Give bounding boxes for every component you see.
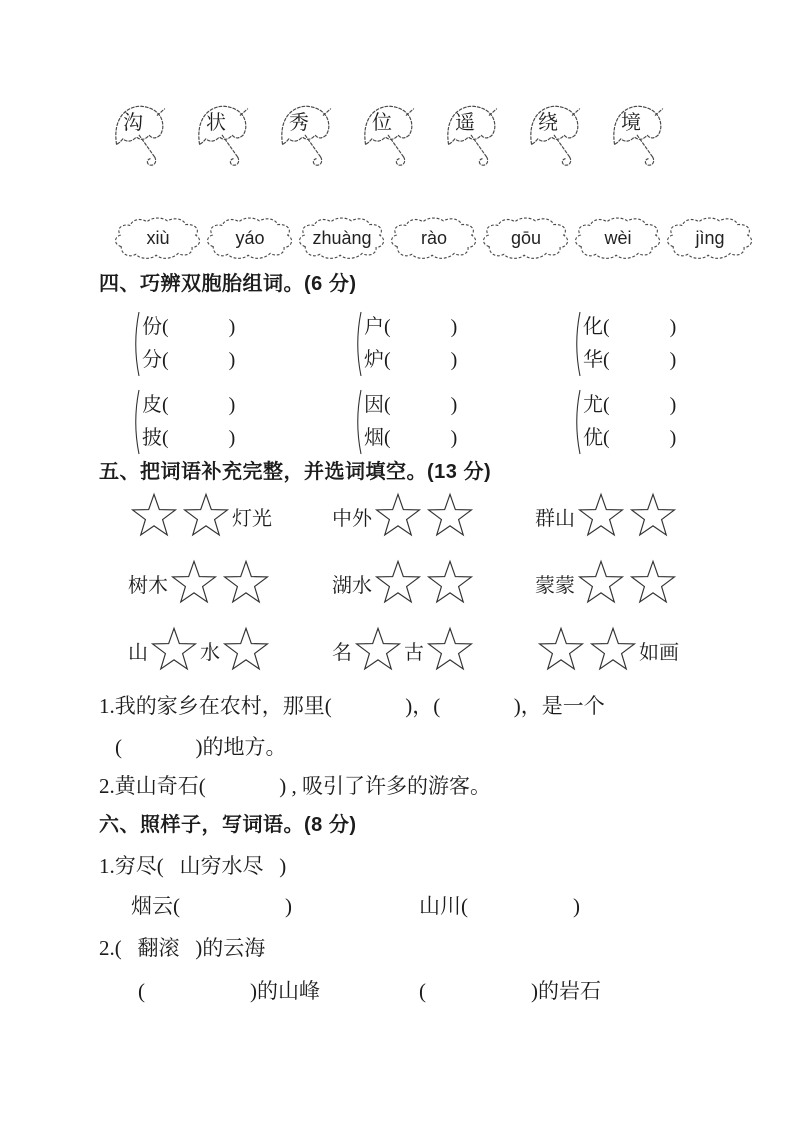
pinyin-text: gōu (510, 227, 542, 248)
phrase-text: 名 (332, 641, 352, 664)
star-phrase-grid (128, 488, 679, 678)
pinyin-cloud (204, 216, 296, 260)
umbrella-item (527, 100, 585, 174)
pinyin-text: rào (420, 227, 447, 248)
pair-word-group (353, 310, 572, 378)
pinyin-cloud (480, 216, 572, 260)
pair-word-line: 户( ) (364, 316, 458, 338)
star-phrase (332, 488, 535, 544)
pinyin-text: yáo (235, 227, 265, 248)
pair-word-group (572, 310, 676, 378)
phrase-text: 树木 (128, 574, 168, 597)
star-icon (221, 624, 271, 676)
example-phrase-2: 2.( 翻滚 )的云海 (99, 936, 266, 960)
pinyin-cloud (572, 216, 664, 260)
pinyin-text: xiù (146, 227, 170, 248)
pair-word-lines (142, 311, 235, 377)
phrase-text: 群山 (535, 507, 575, 530)
pair-word-line: 皮( ) (142, 394, 236, 416)
section-six-heading: 六、照样子，写词语。(8 分) (99, 814, 357, 836)
pair-word-group (131, 388, 353, 456)
brace-icon (353, 310, 363, 378)
pair-word-line: 烟( ) (364, 427, 458, 449)
star-icon (149, 624, 199, 676)
phrase-text: 水 (200, 641, 220, 664)
pair-word-line: 华( ) (583, 349, 677, 371)
pinyin-cloud (112, 216, 204, 260)
star-phrase (332, 555, 535, 611)
phrase-text: 中外 (332, 507, 372, 530)
pair-word-lines (142, 389, 235, 455)
pair-word-line: 炉( ) (364, 349, 458, 371)
umbrella-character: 位 (372, 112, 392, 134)
pair-word-lines (364, 389, 457, 455)
star-icon (425, 490, 475, 542)
umbrella-character: 状 (206, 112, 226, 134)
star-icon (181, 490, 231, 542)
twin-character-grid (131, 310, 676, 456)
star-icon (373, 490, 423, 542)
star-icon (576, 490, 626, 542)
pair-word-lines (364, 311, 457, 377)
section-five-heading: 五、把词语补充完整，并选词填空。(13 分) (99, 461, 492, 483)
star-icon (576, 557, 626, 609)
pair-word-line: 分( ) (142, 349, 236, 371)
pair-word-lines (583, 389, 676, 455)
umbrella-character: 境 (621, 112, 641, 134)
umbrella-item (610, 100, 668, 174)
pair-word-line: 份( ) (142, 316, 236, 338)
pair-word-group (353, 388, 572, 456)
pair-word-group (131, 310, 353, 378)
blank-phrase: ( )的山峰 (138, 979, 320, 1003)
star-phrase (128, 622, 332, 678)
phrase-text: 灯光 (232, 507, 272, 530)
umbrella-item (444, 100, 502, 174)
phrase-text: 蒙蒙 (535, 574, 575, 597)
blank-phrase: ( )的岩石 (419, 979, 601, 1003)
star-icon (221, 557, 271, 609)
star-icon (373, 557, 423, 609)
star-phrase (332, 622, 535, 678)
umbrella-character: 遥 (455, 112, 475, 134)
umbrella-item (278, 100, 336, 174)
brace-icon (353, 388, 363, 456)
star-icon (628, 557, 678, 609)
brace-icon (131, 388, 141, 456)
star-icon (169, 557, 219, 609)
star-icon (425, 624, 475, 676)
pinyin-text: zhuàng (312, 227, 372, 248)
pinyin-cloud (664, 216, 756, 260)
star-icon (353, 624, 403, 676)
pair-word-line: 披( ) (142, 427, 236, 449)
umbrella-character: 秀 (289, 112, 309, 134)
blank-phrase-row-1 (131, 890, 580, 920)
star-icon (588, 624, 638, 676)
phrase-text: 古 (404, 641, 424, 664)
star-phrase (535, 622, 679, 678)
pair-word-line: 尤( ) (583, 394, 677, 416)
blank-phrase: 烟云( ) (131, 894, 292, 918)
umbrella-item (195, 100, 253, 174)
umbrella-character-row (112, 100, 668, 174)
brace-icon (131, 310, 141, 378)
star-phrase (535, 555, 679, 611)
section-four-heading: 四、巧辨双胞胎组词。(6 分) (99, 273, 357, 295)
pair-word-group (572, 388, 676, 456)
star-icon (536, 624, 586, 676)
example-phrase-1: 1.穷尽( 山穷水尽 ) (99, 854, 287, 878)
pinyin-cloud (388, 216, 480, 260)
fill-blank-sentence-1-line-2: ( )的地方。 (115, 735, 287, 759)
pair-word-line: 化( ) (583, 316, 677, 338)
star-phrase (535, 488, 679, 544)
fill-blank-sentence-1-line-1: 1.我的家乡在农村，那里( )，( )，是一个 (99, 694, 605, 718)
pair-word-lines (583, 311, 676, 377)
blank-phrase-row-2 (138, 975, 601, 1005)
star-icon (628, 490, 678, 542)
umbrella-item (361, 100, 419, 174)
umbrella-item (112, 100, 170, 174)
pair-word-line: 优( ) (583, 427, 677, 449)
brace-icon (572, 388, 582, 456)
umbrella-character: 绕 (538, 112, 558, 134)
blank-phrase: 山川( ) (419, 894, 580, 918)
pinyin-text: wèi (604, 227, 632, 248)
pinyin-text: jìng (695, 227, 725, 248)
star-phrase (128, 488, 332, 544)
phrase-text: 如画 (639, 641, 679, 664)
star-phrase (128, 555, 332, 611)
phrase-text: 山 (128, 641, 148, 664)
star-icon (129, 490, 179, 542)
phrase-text: 湖水 (332, 574, 372, 597)
star-icon (425, 557, 475, 609)
fill-blank-sentence-2: 2.黄山奇石( ) , 吸引了许多的游客。 (99, 774, 491, 798)
umbrella-character: 沟 (123, 112, 143, 134)
pair-word-line: 因( ) (364, 394, 458, 416)
pinyin-cloud-row (112, 216, 725, 260)
pinyin-cloud (296, 216, 388, 260)
brace-icon (572, 310, 582, 378)
